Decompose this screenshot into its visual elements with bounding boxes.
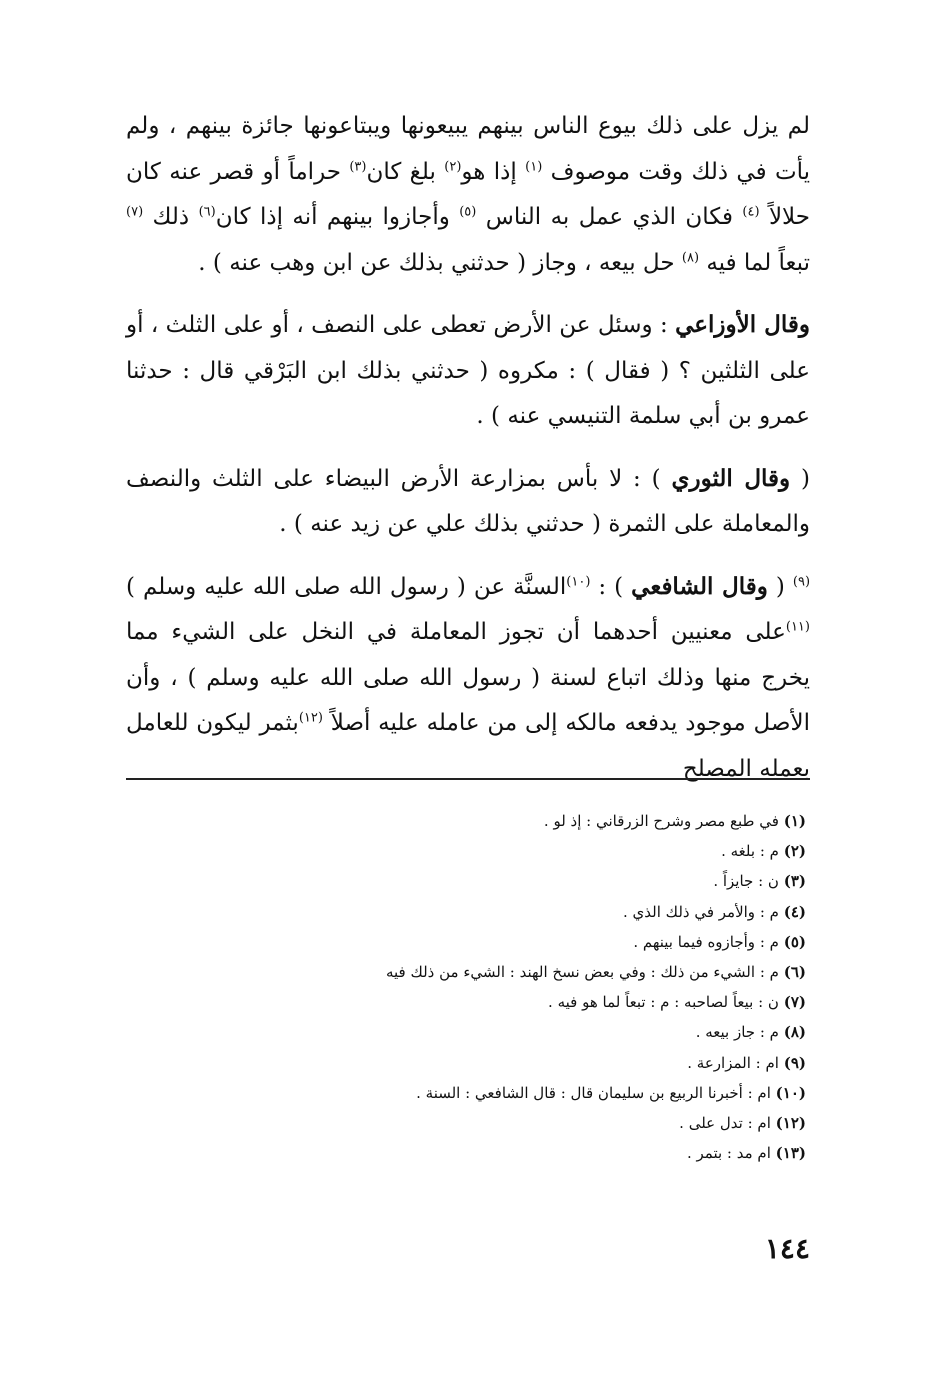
footnote-text: م : وأجازوه فيما بينهم . (633, 932, 779, 951)
footnote-item (126, 1108, 806, 1138)
footnote-marker: (٣) (349, 158, 367, 174)
speaker-name: وقال الثوري (671, 464, 791, 492)
text-run: ) : لا بأس بمزارعة الأرض البيضاء على الثلث والنصف والمعاملة على الثمرة ( حدثني بذلك علي عن زيد عنه ) . (126, 465, 810, 537)
text-run: ( (767, 573, 793, 600)
footnote-text: ام : المزارعة . (687, 1053, 779, 1072)
text-run: بلغ كان (366, 158, 445, 185)
text-run: ذلك (143, 204, 199, 230)
text-run: حراماً أو قصر عنه كان حلالاً (126, 158, 811, 230)
footnote-item (126, 957, 806, 987)
text-run: تبعاً لما فيه (699, 249, 810, 276)
text-run: ) : (590, 573, 632, 600)
footnote-item (126, 987, 806, 1017)
footnote-number: (٧) (783, 993, 806, 1012)
main-text (126, 104, 810, 792)
footnote-text: م : الشيء من ذلك : وفي بعض نسخ الهند : الشيء من ذلك فيه (385, 963, 779, 982)
text-run: لم يزل على ذلك بيوع الناس بينهم يبيعونها ويبتاعونها جائزة بينهم ، ولم يأت في ذلك وقت موصوف (126, 113, 811, 185)
footnote-number: (٣) (783, 872, 806, 891)
footnote-text: ن : جايزاً . (713, 872, 779, 891)
footnote-number: (٤) (783, 902, 806, 921)
text-run: : (652, 312, 676, 338)
text-run: فكان الذي عمل به الناس (476, 204, 743, 230)
text-run: بثمر ليكون للعامل بعمله المصلح (126, 710, 810, 782)
text-run: وسئل عن الأرض تعطى على النصف ، أو على الثلث ، أو على الثلثين ؟ ( فقال ) : مكروه ( حدثني بذلك ابن البَرْقي قال : حدثنا عمرو بن أبي سلمة التنيسي عنه ) . (126, 312, 810, 429)
footnote-marker: (٢) (444, 158, 462, 174)
footnotes (126, 806, 806, 1168)
text-run: حل بيعه ، وجاز ( حدثني بذلك عن ابن وهب عنه ) . (198, 249, 682, 276)
footnote-text: ام : أخبرنا الربيع بن سليمان قال : قال الشافعي : السنة . (416, 1083, 771, 1102)
footnote-marker: (٨) (681, 249, 700, 265)
footnote-marker: (١) (525, 158, 543, 174)
footnote-text: م : جاز بيعه . (695, 1023, 779, 1042)
paragraph (126, 456, 810, 548)
footnote-item (126, 1078, 806, 1108)
footnote-marker: (٧) (126, 204, 144, 220)
footnote-number: (٩) (783, 1053, 806, 1072)
text-run: السنَّة عن ( رسول الله صلى الله عليه وسلم ) (126, 573, 567, 600)
footnote-marker: (١٢) (298, 710, 323, 726)
speaker-name: وقال الشافعي (631, 572, 768, 600)
footnote-number: (١٢) (775, 1114, 806, 1133)
footnote-marker: (٤) (742, 204, 760, 220)
footnote-text: م : بلغه . (721, 842, 779, 861)
footnote-number: (٥) (783, 932, 806, 951)
footnote-item (126, 836, 806, 866)
footnote-marker: (٥) (459, 204, 477, 220)
paragraph (126, 302, 810, 440)
footnote-number: (٢) (783, 842, 806, 861)
footnote-marker: (١١) (785, 619, 810, 635)
footnote-number: (١) (783, 812, 806, 830)
footnote-text: ن : بيعاً لصاحبه : م : تبعاً لما هو فيه . (548, 993, 779, 1012)
paragraph (126, 104, 810, 286)
footnote-text: ام مد : بتمر . (686, 1144, 771, 1163)
footnote-marker: (٩) (792, 573, 811, 589)
footnote-item (126, 1138, 806, 1168)
page-number: ١٤٤ (764, 1232, 810, 1265)
footnote-item (126, 866, 806, 896)
text-run: على معنيين أحدهما أن تجوز المعاملة في النخل على الشيء مما يخرج منها وذلك اتباع لسنة ( رسول الله صلى الله عليه وسلم ) ، وأن الأصل موجود يدفعه مالكه إلى من عامله عليه أصلاً (126, 619, 810, 736)
paragraph (126, 564, 810, 793)
footnote-item (126, 1048, 806, 1078)
footnote-item (126, 806, 806, 836)
footnote-item (126, 897, 806, 927)
text-run: إذا هو (461, 158, 526, 185)
footnote-marker: (٦) (198, 204, 216, 220)
footnote-text: في طبع مصر وشرح الزرقاني : إذ لو . (543, 812, 779, 830)
footnote-number: (٨) (783, 1023, 806, 1042)
footnote-item (126, 927, 806, 957)
text-run: وأجازوا بينهم أنه إذا كان (215, 204, 460, 230)
footnote-number: (٦) (783, 963, 806, 982)
footnote-number: (١٣) (775, 1144, 806, 1163)
speaker-name: وقال الأوزاعي (675, 311, 810, 338)
footnote-text: ام : تدل على . (679, 1114, 771, 1133)
footnote-text: م : والأمر في ذلك الذي . (623, 902, 779, 921)
footnote-number: (١٠) (775, 1083, 806, 1102)
footnote-item (126, 1017, 806, 1047)
footnote-divider (126, 778, 810, 780)
footnote-marker: (١٠) (566, 573, 591, 589)
text-run: ( (790, 465, 810, 492)
